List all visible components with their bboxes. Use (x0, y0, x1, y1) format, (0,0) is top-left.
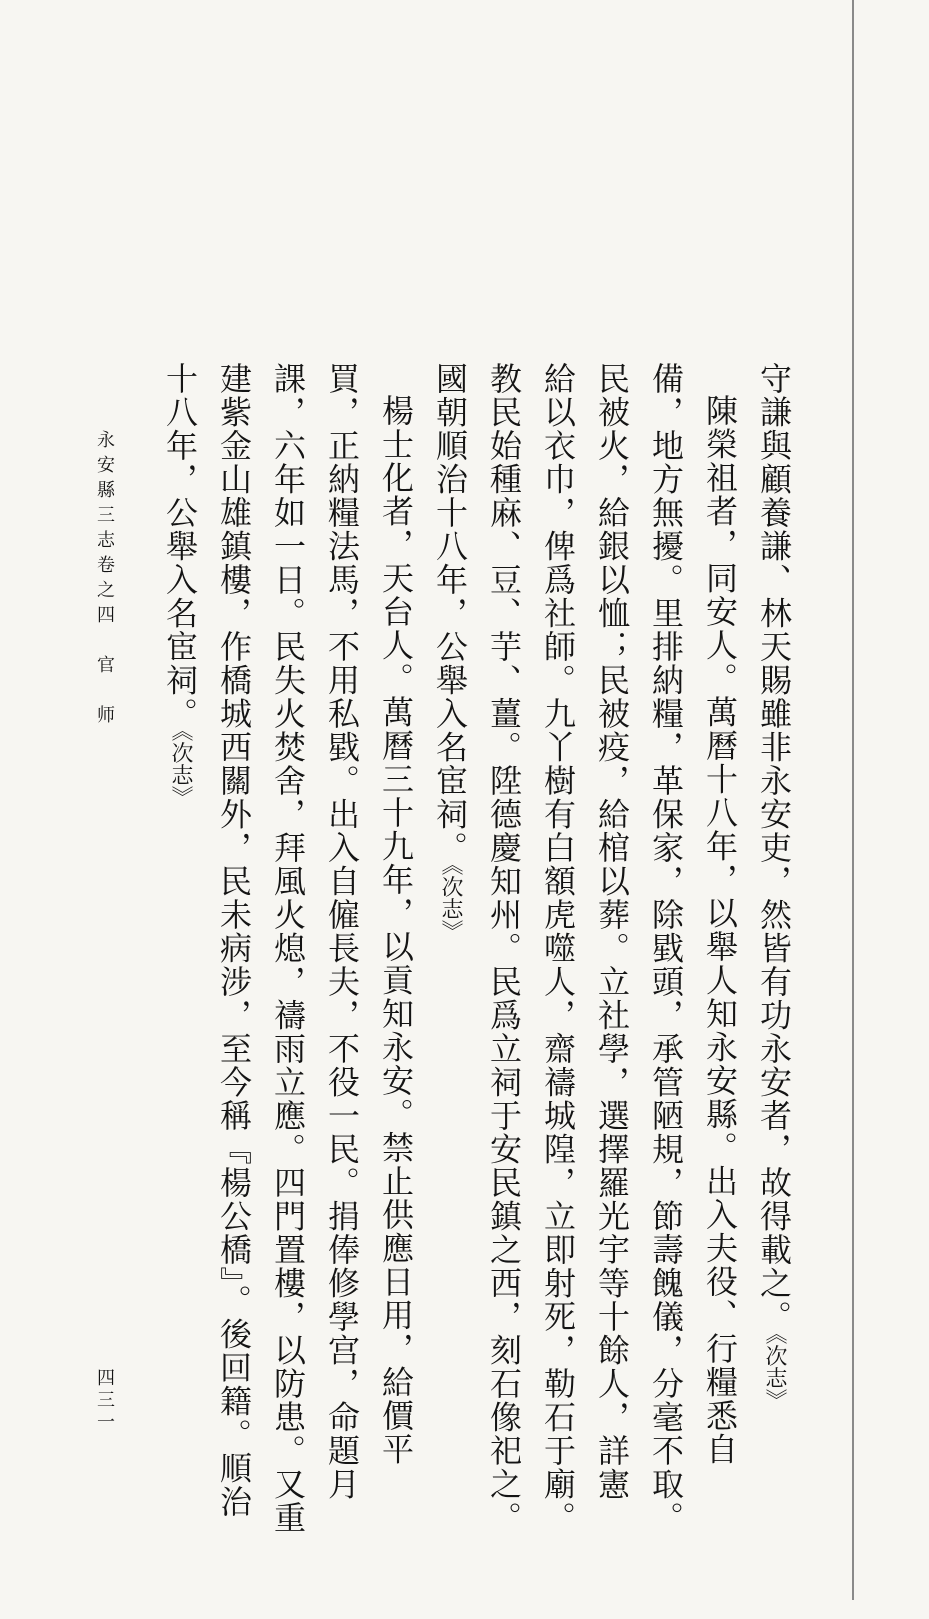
column-text: 十八年，公舉入名宦祠。 (161, 362, 199, 731)
column-text: 建紫金山雄鎮樓，作橋城西關外，民未病涉，至今稱『楊公橋』。後回籍。順治 (215, 362, 253, 1519)
text-column (478, 362, 530, 1587)
text-column (208, 362, 260, 1587)
source-note: 《次志》 (438, 864, 463, 942)
column-text: 民被火，給銀以恤；民被疫，給棺以葬。立社學，選擇羅光宇等十餘人，詳憲 (593, 362, 631, 1501)
text-column (370, 362, 422, 1619)
text-column (694, 362, 746, 1619)
column-text: 課，六年如一日。民失火焚舍，拜風火熄，禱雨立應。四門置樓，以防患。又重 (269, 362, 307, 1535)
column-text: 國朝順治十八年，公舉入名宦祠。 (431, 362, 469, 865)
page-edge-line (852, 0, 854, 1600)
text-column (262, 362, 314, 1587)
text-column (154, 362, 206, 1587)
text-column (640, 362, 692, 1587)
text-column (532, 362, 584, 1587)
text-column (424, 362, 476, 1587)
source-note: 《次志》 (762, 1333, 787, 1411)
column-text: 楊士化者，天台人。萬曆三十九年，以貢知永安。禁止供應日用，給價平 (377, 394, 415, 1466)
column-text: 陳榮祖者，同安人。萬曆十八年，以舉人知永安縣。出入夫役、行糧悉自 (701, 394, 739, 1466)
column-text: 買，正納糧法馬，不用私戥。出入自僱長夫，不役一民。捐俸修學宫，命題月 (323, 362, 361, 1501)
column-text: 備，地方無擾。里排納糧，革保家，除戥頭，承管陋規，節壽餽儀，分毫不取。 (647, 362, 685, 1535)
source-note: 《次志》 (168, 730, 193, 808)
column-text: 守謙與顧養謙、林天賜雖非永安吏，然皆有功永安者，故得載之。 (755, 362, 793, 1334)
text-column (586, 362, 638, 1587)
column-text: 教民始種麻、豆、芋、薑。陞德慶知州。民爲立祠于安民鎮之西，刻石像祀之。 (485, 362, 523, 1535)
text-column (748, 362, 800, 1587)
text-column (316, 362, 368, 1587)
column-text: 給以衣巾，俾爲社師。九丫樹有白額虎噬人，齋禱城隍，立即射死，勒石于廟。 (539, 362, 577, 1535)
page-number: 四三一 (94, 1368, 115, 1434)
body-text (152, 362, 800, 1592)
margin-title: 永安縣三志卷之四 官 师 (94, 430, 115, 730)
